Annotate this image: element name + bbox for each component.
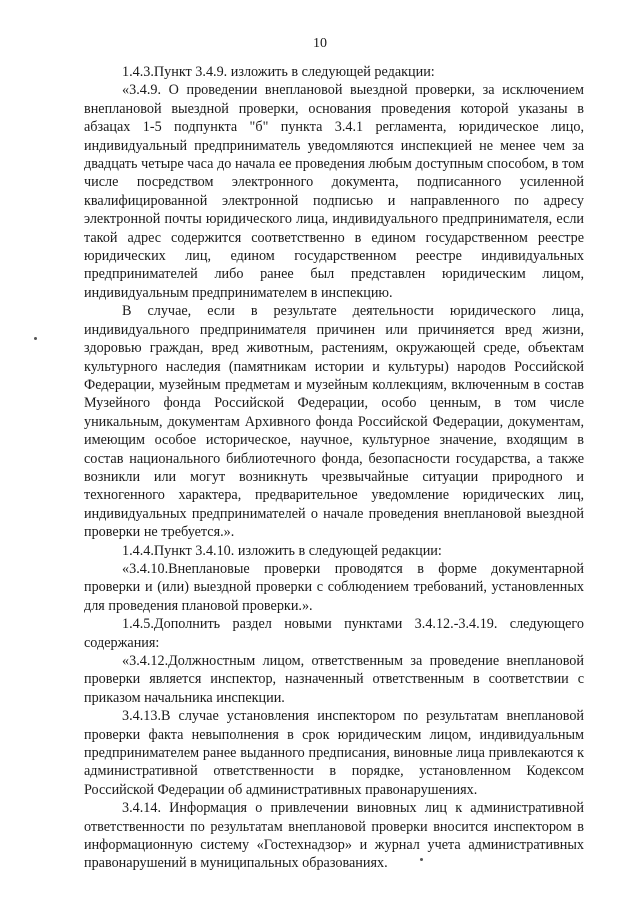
- paragraph-1-4-5: 1.4.5.Дополнить раздел новыми пунктами 3.4.12.-3.4.19. следующего содержания:: [84, 616, 584, 651]
- scan-speck-bottom: [420, 858, 423, 861]
- paragraph-1-4-3: 1.4.3.Пункт 3.4.9. изложить в следующей редакции:: [122, 64, 435, 80]
- paragraph-3-4-9-exception: В случае, если в результате деятельности юридического лица, индивидуального предпринимателя причинен или причиняется вред жизни, здоровью граждан, вред животным, растениям, окружающей среде, объектам культурного наследия (памятникам истории и культуры) народов Российской Федерации, музейным предметам и музейным коллекциям, включенным в состав Музейного фонда Российской Федерации, особо ценным, в том числе уникальным, документам Архивного фонда Российской Федерации, документам, имеющим особое историческое, научное, культурное значение, входящим в состав национального библиотечного фонда, безопасности государства, а также возникли или могут возникнуть чрезвычайные ситуации природного и техногенного характера, предварительное уведомление юридических лиц, индивидуальных предпринимателей о начале проведения внеплановой выездной проверки не требуется.».: [84, 303, 584, 541]
- scan-speck-left: [34, 337, 37, 340]
- paragraph-3-4-9: «3.4.9. О проведении внеплановой выездной проверки, за исключением внеплановой выездной проверки, основания проведения которой указаны в абзацах 1-5 подпункта "б" пункта 3.4.1 регламента, юридическое лицо, индивидуальный предприниматель уведомляются инспекцией не менее чем за двадцать четыре часа до начала ее проведения любым доступным способом, в том числе посредством электронного документа, подписанного усиленной квалифицированной электронной подписью и направленного по адресу электронной почты юридического лица, индивидуального предпринимателя, если такой адрес содержится соответственно в едином государственном реестре юридических лиц, едином государственном реестре индивидуальных предпринимателей либо ранее был представлен юридическим лицом, индивидуальным предпринимателем в инспекцию.: [84, 82, 584, 301]
- paragraph-3-4-10: «3.4.10.Внеплановые проверки проводятся в форме документарной проверки и (или) выездной проверки с соблюдением требований, установленных для проведения плановой проверки.».: [84, 560, 584, 614]
- paragraph-1-4-4: 1.4.4.Пункт 3.4.10. изложить в следующей редакции:: [122, 542, 442, 559]
- page-number: 10: [313, 36, 327, 51]
- paragraph-3-4-13: 3.4.13.В случае установления инспектором по результатам внеплановой проверки факта невыполнения в срок юридическим лицом, индивидуальным предпринимателем ранее выданного предписания, виновные лица привлекаются к административной ответственности в порядке, установленном Кодексом Российской Федерации об административных правонарушениях.: [84, 708, 584, 798]
- paragraph-3-4-14: 3.4.14. Информация о привлечении виновных лиц к административной ответственности по результатам внеплановой проверки вносится инспектором в информационную систему «Гостехнадзор» и журнал учета административных правонарушений в муниципальных образованиях.: [84, 800, 584, 872]
- document-body: [84, 63, 584, 873]
- paragraph-3-4-12: «3.4.12.Должностным лицом, ответственным за проведение внеплановой проверки является инспектор, назначенный ответственным в соответствии с приказом начальника инспекции.: [84, 653, 584, 706]
